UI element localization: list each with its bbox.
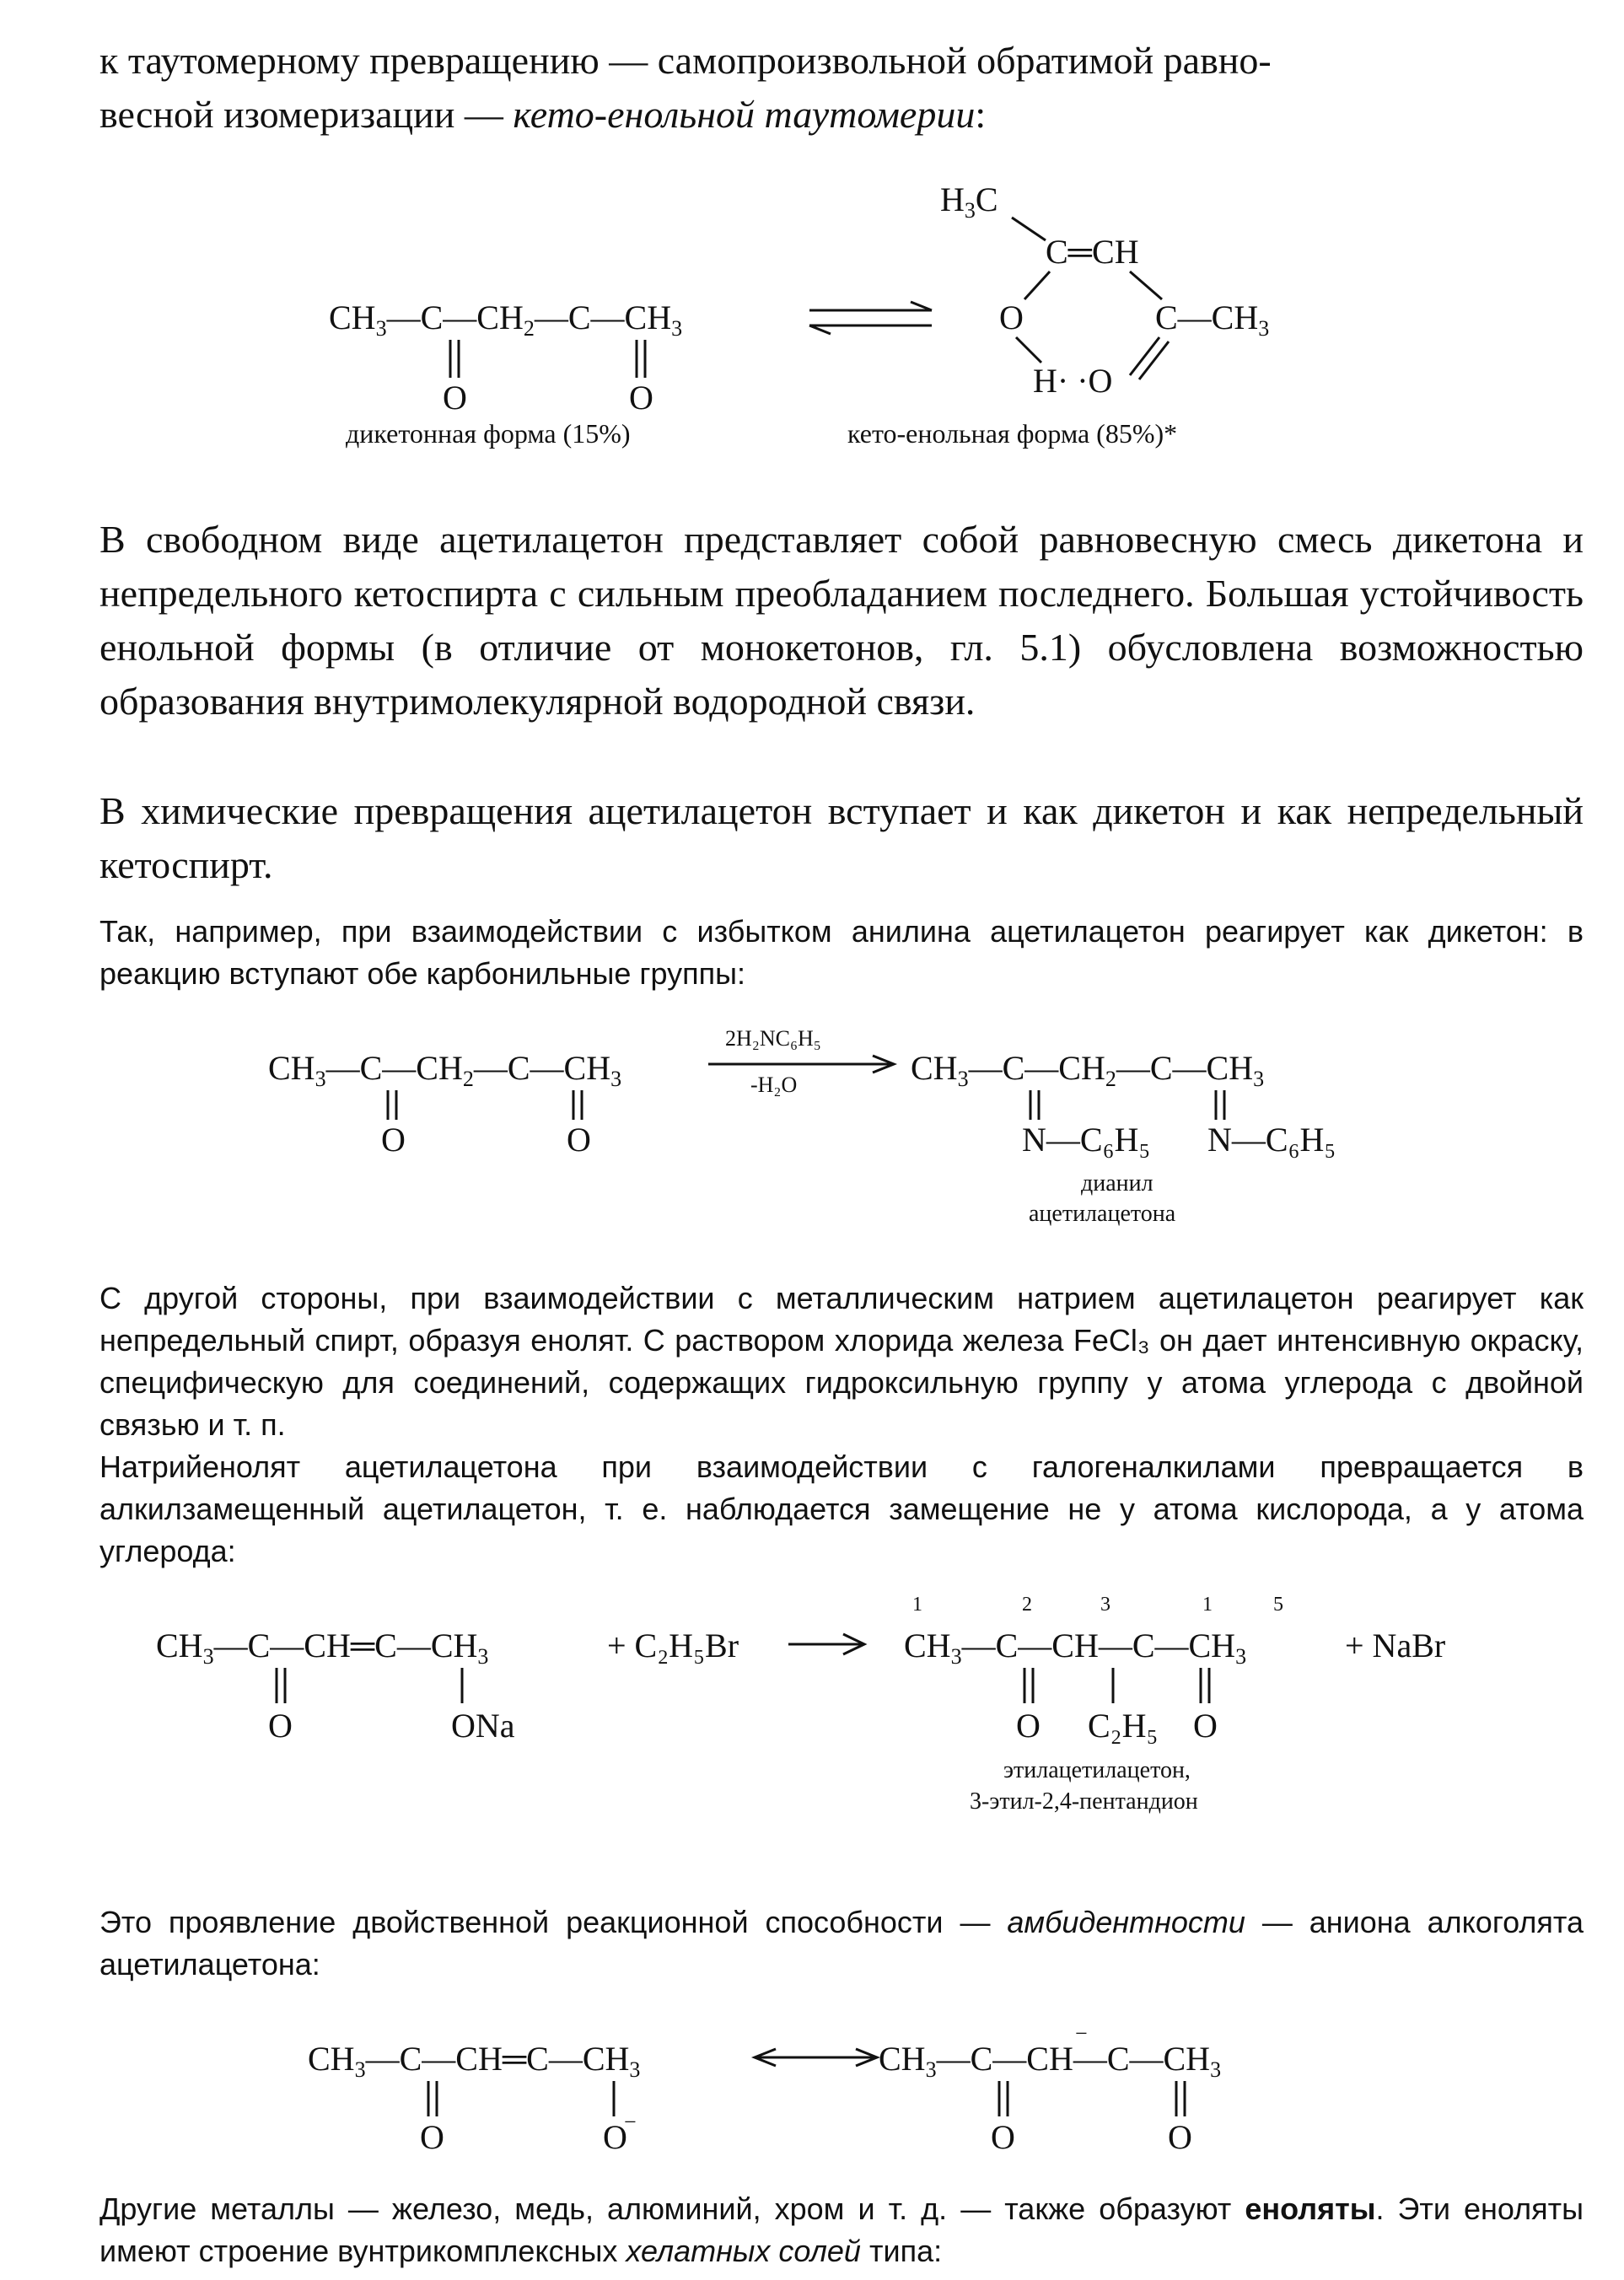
svg-text:5: 5 — [1273, 1594, 1283, 1616]
caption-diketo: дикетонная форма (15%) — [346, 418, 631, 449]
svg-text:O: O — [999, 298, 1024, 336]
svg-text:H· ·O: H· ·O — [1033, 362, 1113, 400]
paragraph-alkylation: Натрийенолят ацетилацетона при взаимодействии с галогеналкилами превращается в алкилзамещенный ацетилацетон, т. е. наблюдается замещение не у атома кислорода, а у атома углерода: — [99, 1449, 1584, 1568]
svg-text:O: O — [268, 1707, 293, 1745]
caption-iupac: 3-этил-2,4-пентандион — [970, 1788, 1198, 1815]
svg-text:CH3—C—CH═C—CH3: $CH_3—C—CH═C—CH_3$ — [308, 2040, 641, 2082]
svg-text:O: O — [1193, 1707, 1218, 1745]
intro-line-2: весной изомеризации — кето-енольной таутомерии: — [99, 93, 987, 136]
svg-text:CH3—C—CH2—C—CH3: $CH_3—C—CH_2—C—CH_3$ — [329, 298, 683, 341]
intro-line-1: к таутомерному превращению — самопроизвольной обратимой равно- — [99, 39, 1272, 82]
svg-text:3: 3 — [1100, 1594, 1110, 1616]
scheme-dianil — [0, 1012, 1624, 1248]
ethyl-group: C₂H₅ — [1088, 1707, 1159, 1745]
paragraph-sodium: С другой стороны, при взаимодействии с металлическим натрием ацетилацетон реагирует как непредельный спирт, образуя енолят. С раствором хлорида железа FeCl₃ он дает интенсивную окраску, специфическую для соединений, содержащих гидроксильную группу у атома углерода с двойной связью и т. п. — [99, 1281, 1584, 1442]
svg-text:O: O — [1016, 1707, 1041, 1745]
caption-dianil-2: ацетилацетона — [1029, 1201, 1176, 1227]
svg-text:−: − — [1075, 2021, 1088, 2046]
term-keto-enol: кето-енольной таутомерии — [513, 93, 976, 136]
svg-text:O: O — [991, 2118, 1015, 2156]
diketo-o2: O — [629, 379, 653, 417]
svg-text:2: 2 — [1022, 1594, 1032, 1616]
caption-ethylacac: этилацетилацетон, — [1003, 1757, 1191, 1783]
paragraph-chelates: Другие металлы — железо, медь, алюминий, хром и т. д. — также образуют еноляты. Эти еноляты имеют строение вунтрикомплексных хелатных солей типа: — [99, 2191, 1584, 2268]
paragraph-aniline: Так, например, при взаимодействии с избытком анилина ацетилацетон реагирует как дикетон: в реакцию вступают обе карбонильные группы: — [99, 914, 1584, 991]
scheme-resonance — [0, 2021, 1624, 2192]
diketo-structure — [329, 298, 682, 417]
diketo-o1: O — [443, 379, 467, 417]
svg-text:1: 1 — [912, 1594, 922, 1616]
intro-paragraph — [99, 34, 1584, 142]
anil-group-1: N—C₆H₅ — [1022, 1121, 1151, 1159]
ketoenol-structure — [940, 180, 1269, 400]
anil-group-2: N—C₆H₅ — [1207, 1121, 1336, 1159]
svg-text:CH3—C—CH2—C—CH3: $CH_3—C—CH_2—C—CH_3$ — [268, 1049, 622, 1091]
scheme-alkylation — [0, 1585, 1624, 1889]
svg-text:CH3—C—CH—C—CH3: $CH_3—C—CH—C—CH_3$ — [904, 1627, 1247, 1669]
reagent-water: -H₂O — [750, 1073, 798, 1097]
svg-text:CH3—C—CH═C—CH3: $CH_3—C—CH═C—CH_3$ — [156, 1627, 489, 1669]
svg-text:C═CH: C═CH — [1046, 233, 1139, 271]
svg-text:H3C: $H_3C$ — [940, 180, 998, 223]
caption-dianil: дианил — [1081, 1170, 1153, 1196]
reagent-ethylbromide: + C₂H₅Br — [607, 1627, 739, 1664]
term-chelate-salts: хелатных солей — [626, 2234, 861, 2268]
product-nabr: + NaBr — [1345, 1627, 1446, 1664]
scheme-keto-enol — [0, 169, 1624, 447]
svg-text:O: O — [567, 1121, 591, 1159]
caption-ketoenol: кето-енольная форма (85%)* — [847, 418, 1178, 449]
reagent-aniline: 2H₂NC₆H₅ — [725, 1026, 821, 1051]
svg-text:−: − — [624, 2110, 637, 2134]
paragraph-ambident: Это проявление двойственной реакционной способности — амбидентности — аниона алкоголята ацетилацетона: — [99, 1905, 1584, 1982]
svg-text:O: O — [381, 1121, 406, 1159]
svg-text:CH3—C—CH—C—CH3: $CH_3—C—CH—C—CH_3$ — [879, 2040, 1222, 2082]
svg-text:1: 1 — [1202, 1594, 1213, 1616]
svg-text:CH3—C—CH2—C—CH3: $CH_3—C—CH_2—C—CH_3$ — [911, 1049, 1265, 1091]
svg-text:O: O — [1168, 2118, 1192, 2156]
svg-text:O: O — [603, 2118, 627, 2156]
paragraph-equilibrium: В свободном виде ацетилацетон представляет собой равновесную смесь дикетона и непредельного кетоспирта с сильным преобладанием последнего. Большая устойчивость енольной формы (в отличие от монокетонов, гл. 5.1) обусловлена возможностью образования внутримолекулярной водородной связи. — [99, 518, 1584, 723]
equilibrium-arrows — [809, 302, 932, 334]
term-ambident: амбидентности — [1007, 1905, 1245, 1939]
svg-text:C—CH3: $C—CH_3$ — [1155, 298, 1270, 341]
svg-text:O: O — [420, 2118, 444, 2156]
ona-group: ONa — [451, 1707, 515, 1745]
term-enolates: еноляты — [1245, 2191, 1376, 2226]
paragraph-reactions: В химические превращения ацетилацетон вступает и как дикетон и как непредельный кетоспирт. — [99, 789, 1584, 886]
